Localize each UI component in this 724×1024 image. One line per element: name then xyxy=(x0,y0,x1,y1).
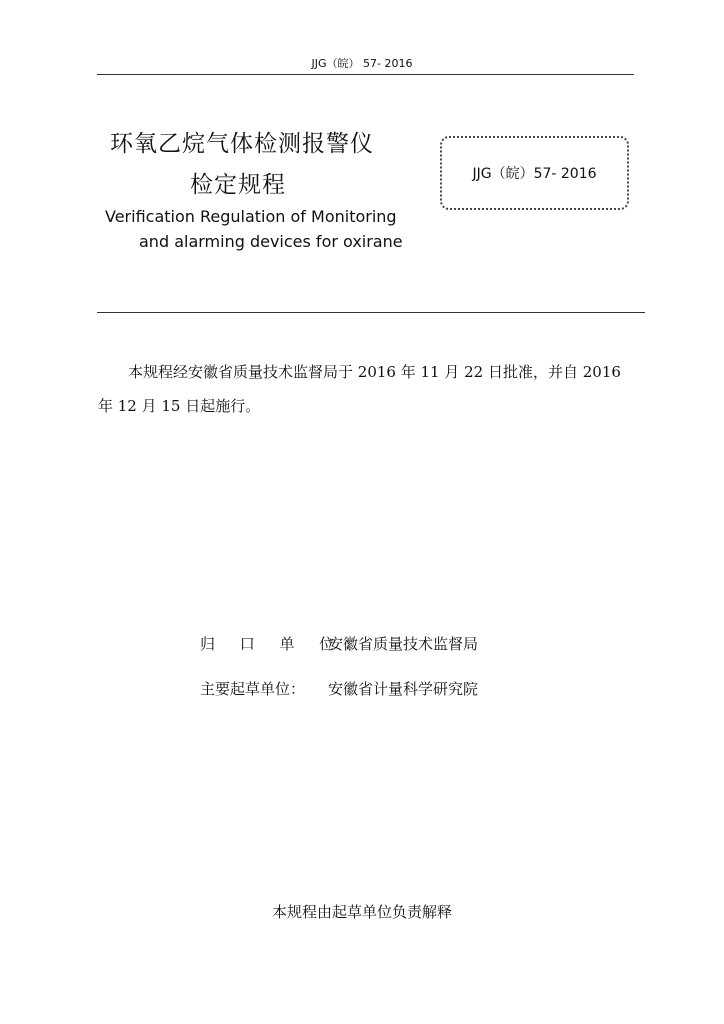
authority-label: 归 口 单 位： xyxy=(200,635,370,653)
standard-code-box xyxy=(440,136,629,210)
title-english-line-2: and alarming devices for oxirane xyxy=(139,232,403,251)
authority-value: 安徽省质量技术监督局 xyxy=(328,635,479,653)
title-chinese-line-2: 检定规程 xyxy=(190,172,286,198)
approval-paragraph: 本规程经安徽省质量技术监督局于 2016 年 11 月 22 日批准，并自 2016 年 12 月 15 日起施行。 xyxy=(98,363,621,415)
title-section-rule xyxy=(97,312,645,313)
authority-row xyxy=(200,633,478,654)
drafter-label: 主要起草单位： xyxy=(200,680,306,698)
standard-code-box-text: JJG（皖）57- 2016 xyxy=(472,166,597,182)
header-rule xyxy=(97,74,634,75)
interpretation-note: 本规程由起草单位负责解释 xyxy=(271,903,452,921)
drafter-value: 安徽省计量科学研究院 xyxy=(328,680,479,698)
title-chinese-line-1: 环氧乙烷气体检测报警仪 xyxy=(110,131,374,157)
header-standard-code: JJG（皖） 57- 2016 xyxy=(311,57,413,70)
drafter-row xyxy=(200,678,478,699)
title-english-line-1: Verification Regulation of Monitoring xyxy=(105,207,397,226)
